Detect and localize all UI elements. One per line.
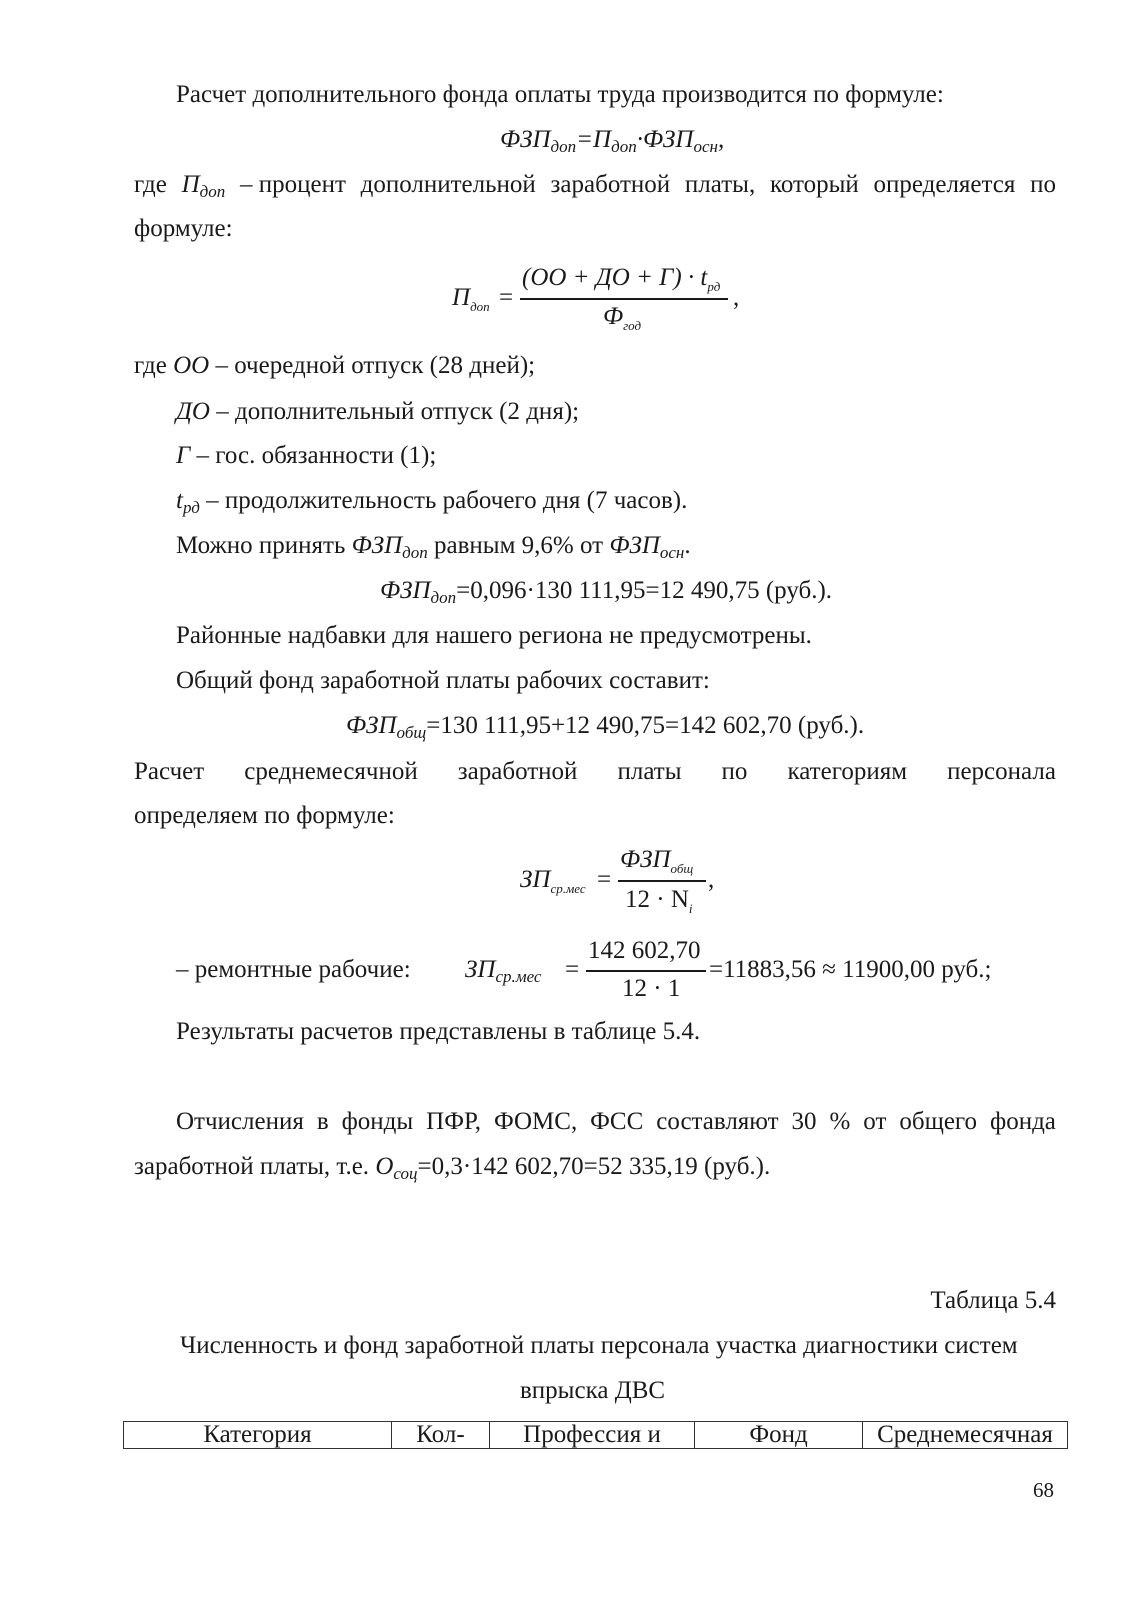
paragraph-continuation: формуле:: [134, 215, 233, 242]
word: платы: [617, 758, 682, 785]
table-title-continuation: впрыска ДВС: [520, 1377, 666, 1404]
variable-p-dop: [182, 170, 226, 200]
formula-lhs: [452, 283, 490, 313]
formula-lhs: [520, 865, 586, 895]
formula-subscript: доп: [470, 299, 490, 314]
formula-denominator: 12 · 1: [622, 975, 681, 1002]
page-number: 68: [1033, 1478, 1054, 1502]
text: .: [684, 532, 691, 559]
word: определяется: [873, 171, 1016, 198]
formula-term: ФЗП: [346, 712, 397, 739]
formula-subscript: осн: [659, 543, 685, 562]
paragraph-average-salary: [134, 757, 1056, 787]
word: платы,: [684, 171, 756, 198]
formula-subscript: доп: [199, 182, 226, 201]
formula-term: ЗП: [520, 866, 551, 893]
formula-term: ЗП: [465, 956, 496, 983]
formula-denominator: [603, 302, 641, 332]
text: =0,3·142 602,70=52 335,19 (руб.).: [417, 1153, 771, 1180]
word: фонды: [341, 1108, 414, 1135]
variable: [176, 487, 200, 517]
formula-operator: =: [576, 126, 594, 153]
formula-subscript: ср.мес: [550, 881, 586, 896]
formula-value: [709, 955, 991, 985]
formula-subscript: соц: [393, 1164, 418, 1183]
table-header-cell: Среднемесячная: [863, 1422, 1068, 1449]
definition-t: [176, 486, 687, 516]
formula-term: ФЗП: [609, 532, 660, 559]
word: по: [721, 758, 748, 785]
definition-oo: [134, 351, 535, 381]
formula-fzp-total: [346, 711, 864, 741]
paragraph-results: Результаты расчетов представлены в таблице 5.4.: [176, 1018, 701, 1045]
formula-subscript: год: [623, 318, 642, 333]
table-header-cell: Категория: [124, 1422, 392, 1449]
table-header-cell: Кол-: [392, 1422, 490, 1449]
word: – процент: [239, 171, 346, 198]
paragraph-accept: [176, 531, 691, 561]
formula-term: ФЗП: [500, 126, 551, 153]
formula-result: =11883,56 ≈ 11900,00: [709, 956, 935, 983]
word: %: [829, 1108, 851, 1135]
paragraph-intro: Расчет дополнительного фонда оплаты труда производится по формуле:: [176, 81, 944, 108]
word: ФСС: [590, 1108, 644, 1135]
word: по: [1030, 171, 1056, 198]
formula-operator: =: [565, 956, 580, 983]
paragraph-continuation: [134, 1152, 770, 1182]
formula-numerator: [620, 845, 693, 875]
formula-term: О: [375, 1153, 394, 1180]
fraction-bar: [586, 970, 706, 972]
paragraph-continuation: определяем по формуле:: [134, 802, 395, 829]
table-header-cell: Профессия и: [490, 1422, 695, 1449]
formula-term: t: [176, 487, 183, 514]
paragraph-where-p-dop: [134, 170, 1056, 200]
formula-value: =130 111,95+12 490,75=142 602,70 (руб.).: [426, 712, 865, 739]
fraction-bar: [618, 880, 706, 882]
formula-subscript: ср.мес: [495, 967, 542, 986]
word: персонала: [947, 758, 1056, 785]
formula-subscript: доп: [550, 137, 577, 156]
text: Можно принять: [176, 532, 352, 559]
formula-subscript: доп: [430, 588, 457, 607]
formula-subscript: общ: [396, 723, 427, 742]
formula-value: =0,096·130 111,95=12 490,75 (руб.).: [456, 577, 833, 604]
word: от: [863, 1108, 887, 1135]
definition-do: [176, 397, 579, 427]
formula-fzp-dop: [500, 125, 724, 155]
formula-operator: =: [597, 866, 612, 893]
formula-unit: руб.;: [934, 956, 992, 983]
word: Отчисления: [176, 1108, 304, 1135]
formula-subscript: доп: [611, 137, 637, 156]
formula-denominator: [625, 885, 693, 915]
formula-term: ФЗП: [620, 846, 671, 873]
word: ПФР,: [426, 1108, 481, 1135]
formula-lhs: [465, 955, 541, 985]
word: в: [316, 1108, 329, 1135]
paragraph-total-fund: Общий фонд заработной платы рабочих составит:: [176, 667, 710, 694]
table-header-row: [124, 1422, 1068, 1449]
formula-punct: ,: [708, 866, 715, 893]
word: где: [134, 352, 174, 379]
word: категориям: [787, 758, 908, 785]
formula-term: 12 · N: [625, 886, 689, 913]
formula-term: П: [593, 126, 612, 153]
formula-subscript: рд: [182, 498, 200, 517]
salary-table: [123, 1421, 1068, 1449]
formula-term: ФЗП: [380, 577, 431, 604]
formula-fzp-dop-calc: [380, 576, 832, 606]
variable: Г: [176, 442, 191, 469]
word: Расчет: [134, 758, 205, 785]
word: составляют: [656, 1108, 779, 1135]
formula-term: ФЗП: [351, 532, 403, 559]
formula-label: – ремонтные рабочие:: [176, 956, 411, 983]
formula-term: ·ФЗП: [636, 126, 694, 153]
word: заработной: [457, 758, 578, 785]
word: фонда: [990, 1108, 1056, 1135]
definition-text: – продолжительность рабочего дня (7 часов).: [199, 487, 688, 514]
fraction-bar: [520, 298, 728, 300]
formula-punct: ,: [733, 284, 740, 311]
formula-term: Ф: [603, 303, 624, 330]
formula-term: П: [452, 284, 471, 311]
definition-text: – очередной отпуск (28 дней);: [209, 352, 536, 379]
formula-punct: ,: [717, 126, 725, 153]
variable: ДО: [176, 398, 210, 425]
formula-numerator: [522, 263, 720, 293]
definition-text: – дополнительный отпуск (2 дня);: [209, 398, 580, 425]
formula-subscript: i: [688, 901, 693, 916]
word: среднемесячной: [244, 758, 418, 785]
word: который: [769, 171, 859, 198]
word: дополнительной: [360, 171, 536, 198]
word: ФОМС,: [493, 1108, 578, 1135]
table-title: Численность и фонд заработной платы персонала участка диагностики систем: [180, 1332, 1018, 1359]
table-label: Таблица 5.4: [930, 1287, 1056, 1314]
formula-subscript: рд: [707, 279, 721, 294]
definition-text: – гос. обязанности (1);: [190, 442, 437, 469]
formula-term: (ОО + ДО + Г) · t: [522, 264, 708, 291]
text: равным 9,6% от: [427, 532, 610, 559]
formula-term: П: [181, 171, 200, 198]
paragraph-regional: Районные надбавки для нашего региона не предусмотрены.: [176, 622, 812, 649]
paragraph-contributions: [134, 1107, 1056, 1137]
word: 30: [791, 1108, 817, 1135]
text: заработной платы, т.е.: [134, 1153, 376, 1180]
word: где: [134, 171, 167, 198]
formula-operator: =: [499, 284, 514, 311]
table-header-cell: Фонд: [695, 1422, 863, 1449]
variable: ОО: [173, 352, 210, 379]
formula-numerator: 142 602,70: [588, 937, 701, 964]
word: общего: [899, 1108, 978, 1135]
formula-subscript: общ: [670, 861, 694, 876]
formula-subscript: доп: [402, 543, 428, 562]
formula-subscript: осн: [693, 137, 718, 156]
word: заработной: [550, 171, 671, 198]
definition-g: [176, 441, 436, 471]
